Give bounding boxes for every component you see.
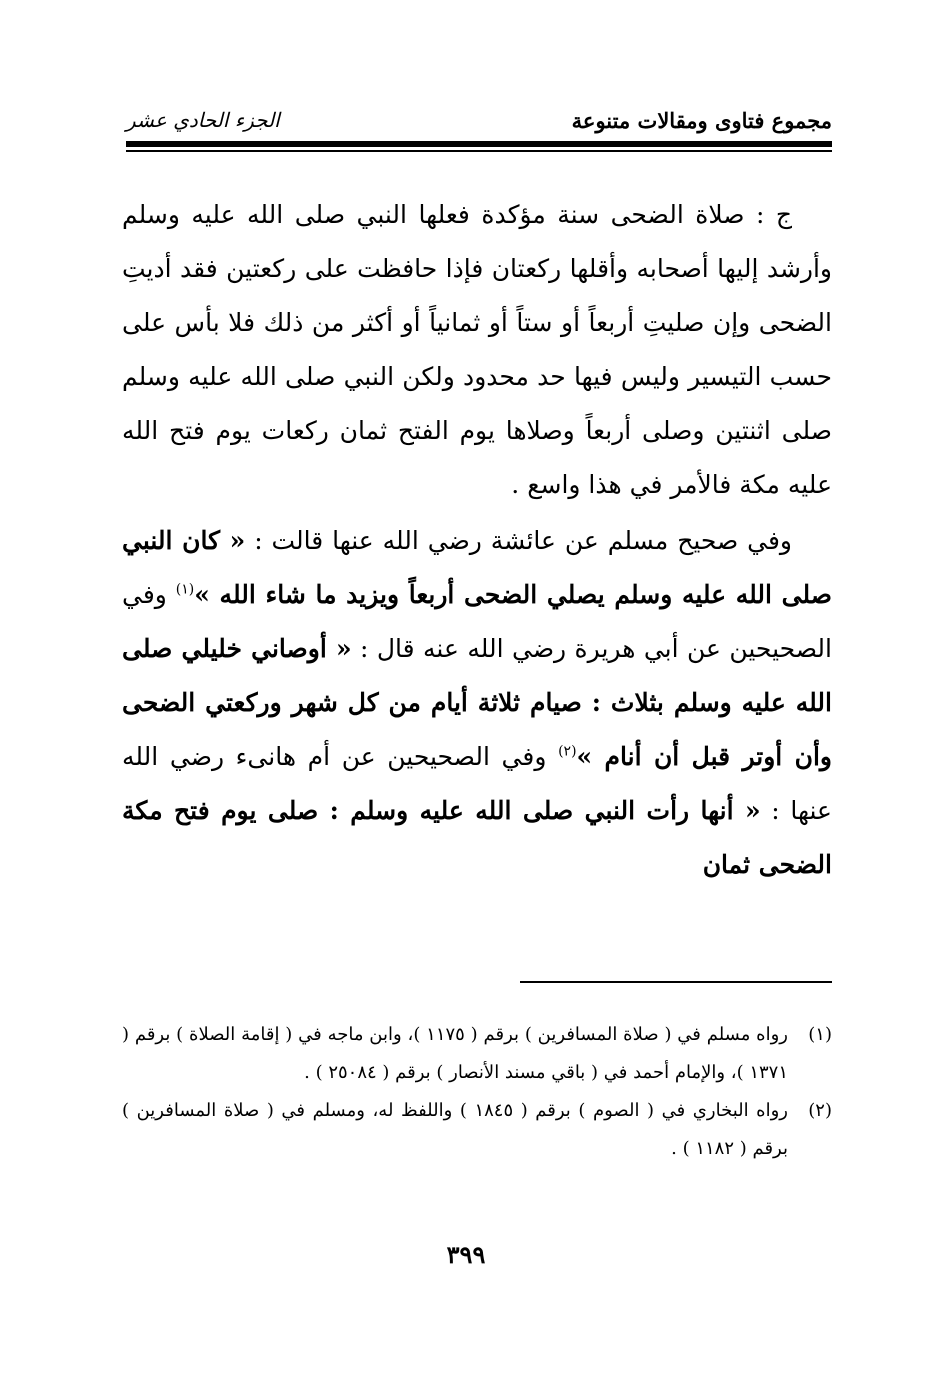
footnote-ref-1[interactable]: (١) (175, 581, 195, 598)
footnote-ref-2[interactable]: (٢) (558, 743, 577, 760)
running-header (126, 104, 832, 140)
volume-label: الجزء الحادي عشر (126, 108, 280, 132)
header-rule-thin (126, 150, 832, 152)
footnote-2 (122, 1092, 832, 1168)
hadith-quote-2: « أوصاني خليلي صلى الله عليه وسلم بثلاث : صيام ثلاثة أيام من كل شهر وركعتي الضحى وأن أوتر قبل أن أنام » (122, 634, 832, 771)
page-number: ٣٩٩ (446, 1240, 486, 1269)
main-text (122, 188, 832, 892)
footnote-text: رواه البخاري في ( الصوم ) برقم ( ١٨٤٥ ) واللفظ له، ومسلم في ( صلاة المسافرين ) برقم ( ١١٨٢ ) . (122, 1100, 788, 1159)
footnote-number: (١) (808, 1024, 832, 1045)
book-title: مجموع فتاوى ومقالات متنوعة (571, 108, 832, 133)
hadith-end: وفي الصحيحين عن أم هانىء رضي الله عنها : (122, 742, 832, 825)
header-rule-thick (126, 141, 832, 147)
hadith-quote-3: « أنها رأت النبي صلى الله عليه وسلم : صلى يوم فتح مكة الضحى ثمان (122, 796, 832, 879)
hadith-quote-1: « كان النبي صلى الله عليه وسلم يصلي الضحى أربعاً ويزيد ما شاء الله » (122, 526, 833, 609)
hadith-paragraph (122, 514, 832, 892)
footnotes (122, 1016, 832, 1168)
footnote-1 (122, 1016, 832, 1092)
hadith-mid: وفي الصحيحين عن أبي هريرة رضي الله عنه قال : (122, 580, 832, 663)
footnote-separator (520, 981, 832, 983)
footnote-text: رواه مسلم في ( صلاة المسافرين ) برقم ( ١١٧٥ )، وابن ماجه في ( إقامة الصلاة ) برقم ( ١٣٧١ )، والإمام أحمد في ( باقي مسند الأنصار ) برقم ( ٢٥٠٨٤ ) . (122, 1024, 788, 1083)
answer-paragraph (122, 188, 832, 512)
hadith-intro: وفي صحيح مسلم عن عائشة رضي الله عنها قالت : (254, 526, 792, 555)
answer-text: ج : صلاة الضحى سنة مؤكدة فعلها النبي صلى الله عليه وسلم وأرشد إليها أصحابه وأقلها ركعتان فإذا حافظت على ركعتين فقد أديتِ الضحى وإن صليتِ أربعاً أو ستاً أو ثمانياً أو أكثر من ذلك فلا بأس على حسب التيسير وليس فيها حد محدود ولكن النبي صلى الله عليه وسلم صلى اثنتين وصلى أربعاً وصلاها يوم الفتح ثمان ركعات يوم فتح الله عليه مكة فالأمر في هذا واسع . (122, 200, 832, 499)
footnote-number: (٢) (808, 1100, 832, 1121)
